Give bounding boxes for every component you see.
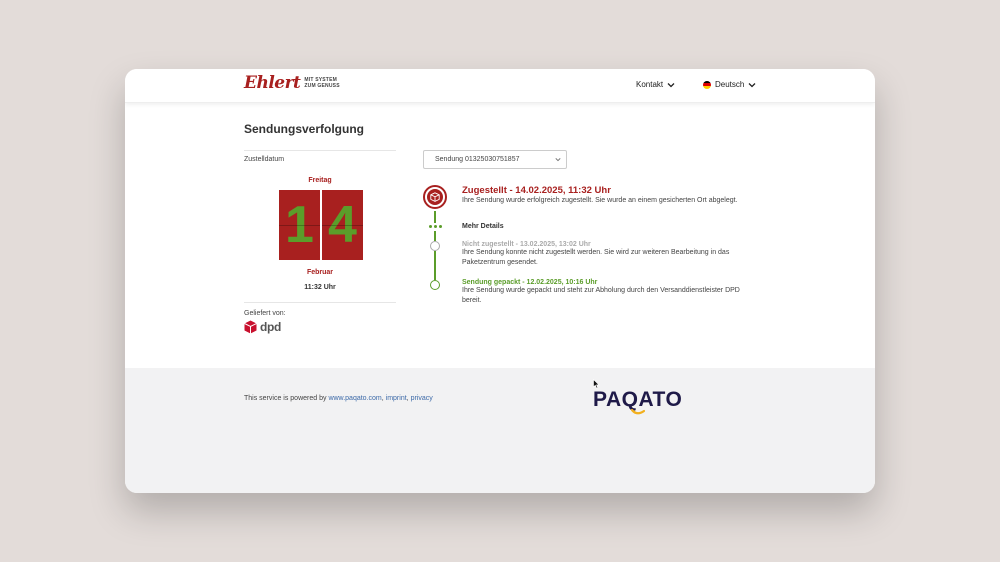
package-icon [430, 192, 440, 202]
tracking-timeline [423, 183, 753, 313]
event-title: Nicht zugestellt - 13.02.2025, 13:02 Uhr [462, 241, 591, 248]
event-desc: Ihre Sendung konnte nicht zugestellt werden. Sie wird zur weiteren Bearbeitung in das Paketzentrum gesendet. [462, 249, 730, 266]
paqato-wordmark: PAQATO [593, 388, 683, 411]
imprint-link[interactable]: imprint [385, 395, 407, 402]
calendar-digit: 4 [322, 190, 363, 260]
language-selector[interactable] [703, 80, 756, 89]
timeline-event [462, 279, 740, 306]
divider [244, 302, 396, 303]
site-footer [125, 368, 875, 493]
delivered-by-label: Geliefert von: [244, 310, 286, 317]
nav-contact-label: Kontakt [636, 80, 664, 89]
logo-wordmark: Ehlert [244, 73, 301, 93]
chevron-down-icon [748, 82, 756, 88]
divider [244, 150, 396, 151]
event-title: Sendung gepackt - 12.02.2025, 10:16 Uhr [462, 279, 598, 286]
timeline-line [434, 211, 436, 223]
dpd-cube-icon [244, 320, 257, 334]
timeline-event [462, 241, 729, 268]
chevron-down-icon [555, 157, 561, 162]
delivery-month: Februar [306, 269, 334, 276]
site-header [125, 69, 875, 103]
nav-contact[interactable] [636, 80, 675, 89]
timeline-dots [429, 225, 442, 228]
delivery-weekday: Freitag [308, 177, 332, 184]
current-status-title: Zugestellt - 14.02.2025, 11:32 Uhr [462, 185, 611, 196]
carrier-name: dpd [260, 320, 282, 334]
shipment-select[interactable] [423, 150, 567, 169]
paqato-logo [593, 388, 682, 412]
delivery-date-panel [244, 150, 396, 340]
delivery-date-label: Zustelldatum [244, 156, 285, 163]
delivery-time: 11:32 Uhr [304, 284, 336, 291]
german-flag-icon [703, 81, 711, 89]
paqato-swoosh-icon [631, 409, 645, 417]
browser-window [125, 69, 875, 493]
page-title: Sendungsverfolgung [244, 122, 364, 136]
event-desc: Ihre Sendung wurde gepackt und steht zur Abholung durch den Versanddienstleister DPD bereit. [462, 287, 740, 304]
language-label: Deutsch [715, 80, 745, 89]
more-details-toggle[interactable]: Mehr Details [462, 223, 504, 230]
packed-status-icon [430, 280, 440, 290]
calendar-digit: 1 [279, 190, 320, 260]
timeline-line [434, 231, 436, 241]
logo-tagline: MIT SYSTEM ZUM GENUSS [304, 77, 340, 89]
timeline-line [434, 251, 436, 280]
chevron-down-icon [667, 82, 675, 88]
privacy-link[interactable]: privacy [410, 395, 433, 402]
paqato-link[interactable]: www.paqato.com [328, 395, 382, 402]
dpd-logo [244, 320, 281, 334]
current-status-desc: Ihre Sendung wurde erfolgreich zugestellt. Sie wurde an einem gesicherten Ort abgelegt. [462, 197, 738, 204]
mouse-cursor-icon [593, 379, 600, 389]
not-delivered-status-icon [430, 241, 440, 251]
ehlert-logo[interactable] [244, 73, 340, 93]
delivered-status-icon [423, 185, 447, 209]
timeline-event-current [462, 185, 738, 206]
calendar-date [279, 190, 363, 260]
shipment-select-value: Sendung 01325030751857 [435, 156, 520, 163]
footer-powered-by: This service is powered by www.paqato.com, imprint, privacy [244, 395, 433, 402]
